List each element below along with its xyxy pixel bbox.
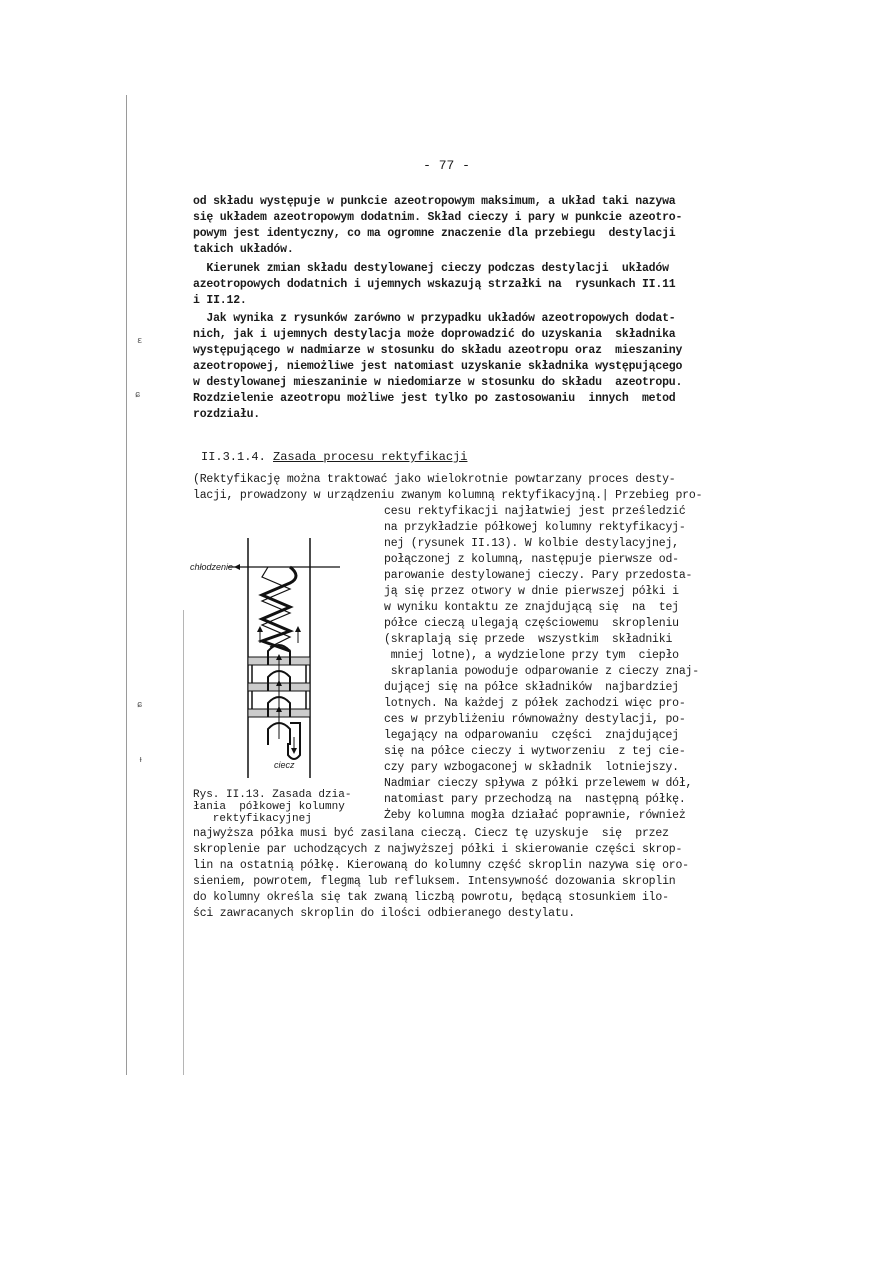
text-line: (skraplają się przede wszystkim składniki xyxy=(384,633,673,646)
text-line: i II.12. xyxy=(193,294,247,307)
scan-speck: ᵼ xyxy=(138,755,144,765)
scan-speck: ɕ xyxy=(135,390,141,400)
text-line: w destylowanej mieszaninie w niedomiarze w stosunku do składu azeotropu. xyxy=(193,376,683,389)
caption-line: Rys. II.13. Zasada dzia- xyxy=(193,789,352,801)
arrow-icon xyxy=(234,564,240,570)
text-line: ją się przez otwory w dnie pierwszej półki i xyxy=(384,585,679,598)
figure-caption xyxy=(193,789,351,825)
text-line: się układem azeotropowym dodatnim. Skład cieczy i pary w punkcie azeotro- xyxy=(193,211,683,224)
text-line: Kierunek zmian składu destylowanej cieczy podczas destylacji układów xyxy=(193,262,669,275)
text-line: połączonej z kolumną, następuje pierwsze od- xyxy=(384,553,679,566)
text-line: lacji, prowadzony w urządzeniu zwanym kolumną rektyfikacyjną.| Przebieg pro- xyxy=(193,489,703,502)
text-line: ści zawracanych skroplin do ilości odbieranego destylatu. xyxy=(193,907,575,920)
left-margin-rule xyxy=(126,95,127,1075)
text-line: natomiast pary przechodzą na następną półkę. xyxy=(384,793,686,806)
text-line: Rozdzielenie azeotropu możliwe jest tylko po zastosowaniu innych metod xyxy=(193,392,676,405)
text-line: do kolumny określa się tak zwaną liczbą powrotu, będącą stosunkiem ilo- xyxy=(193,891,669,904)
text-line: się na półce cieczy i wytworzeniu z tej cie- xyxy=(384,745,686,758)
text-line: parowanie destylowanej cieczy. Pary przedosta- xyxy=(384,569,693,582)
text-line: Jak wynika z rysunków zarówno w przypadku układów azeotropowych dodat- xyxy=(193,312,676,325)
text-line: takich układów. xyxy=(193,243,294,256)
text-line: sieniem, powrotem, flegmą lub refluksem. Intensywność dozowania skroplin xyxy=(193,875,676,888)
text-line: nej (rysunek II.13). W kolbie destylacyjnej, xyxy=(384,537,679,550)
text-line: skraplania powoduje odparowanie z cieczy znaj- xyxy=(384,665,699,678)
scan-speck: ɕ xyxy=(137,700,143,710)
plate-column-figure xyxy=(190,533,370,788)
text-line: Żeby kolumna mogła działać poprawnie, również xyxy=(384,809,686,822)
text-line: azeotropowej, niemożliwe jest natomiast uzyskanie składnika występującego xyxy=(193,360,683,373)
section-number: II.3.1.4. xyxy=(201,450,266,464)
text-line: na przykładzie półkowej kolumny rektyfikacyj- xyxy=(384,521,686,534)
text-line: występującego w nadmiarze w stosunku do składu azeotropu oraz mieszaniny xyxy=(193,344,683,357)
text-line: Nadmiar cieczy spływa z półki przelewem w dół, xyxy=(384,777,693,790)
cooling-label: chłodzenie xyxy=(190,562,234,572)
text-line: lotnych. Na każdej z półek zachodzi więc pro- xyxy=(384,697,686,710)
arrow-icon xyxy=(291,748,297,754)
text-line: najwyższa półka musi być zasilana cieczą. Ciecz tę uzyskuje się przez xyxy=(193,827,669,840)
text-line: mniej lotne), a wydzielone przy tym ciepło xyxy=(384,649,679,662)
text-line: powym jest identyczny, co ma ogromne znaczenie dla przebiegu destylacji xyxy=(193,227,676,240)
text-line: lin na ostatnią półkę. Kierowaną do kolumny część skroplin nazywa się oro- xyxy=(193,859,689,872)
section-title: Zasada procesu rektyfikacji xyxy=(273,450,468,464)
page-number: - 77 - xyxy=(423,158,470,173)
arrow-icon xyxy=(295,626,301,632)
text-line: półce cieczą ulegają częściowemu skropleniu xyxy=(384,617,679,630)
text-line: rozdziału. xyxy=(193,408,261,421)
inner-margin-rule xyxy=(183,610,184,1075)
scan-speck: ɛ xyxy=(137,336,143,346)
text-line: nich, jak i ujemnych destylacja może doprowadzić do uzyskania składnika xyxy=(193,328,676,341)
arrow-icon xyxy=(257,626,263,632)
caption-line: rektyfikacyjnej xyxy=(193,813,312,825)
liquid-label: ciecz xyxy=(274,760,295,770)
text-line: od składu występuje w punkcie azeotropowym maksimum, a układ taki nazywa xyxy=(193,195,676,208)
text-line: (Rektyfikację można traktować jako wielokrotnie powtarzany proces desty- xyxy=(193,473,676,486)
text-line: legający na odparowaniu części znajdującej xyxy=(384,729,679,742)
text-line: czy pary wzbogaconej w składnik lotniejszy. xyxy=(384,761,679,774)
section-heading xyxy=(201,450,467,464)
text-line: skroplenie par uchodzących z najwyższej półki i skierowanie części skrop- xyxy=(193,843,683,856)
text-line: azeotropowych dodatnich i ujemnych wskazują strzałki na rysunkach II.11 xyxy=(193,278,676,291)
text-line: w wyniku kontaktu ze znajdującą się na tej xyxy=(384,601,679,614)
text-line: dującej się na półce składników najbardziej xyxy=(384,681,679,694)
text-line: cesu rektyfikacji najłatwiej jest prześledzić xyxy=(384,505,686,518)
text-line: ces w przybliżeniu równoważny destylacji, po- xyxy=(384,713,686,726)
caption-line: łania półkowej kolumny xyxy=(193,801,345,813)
